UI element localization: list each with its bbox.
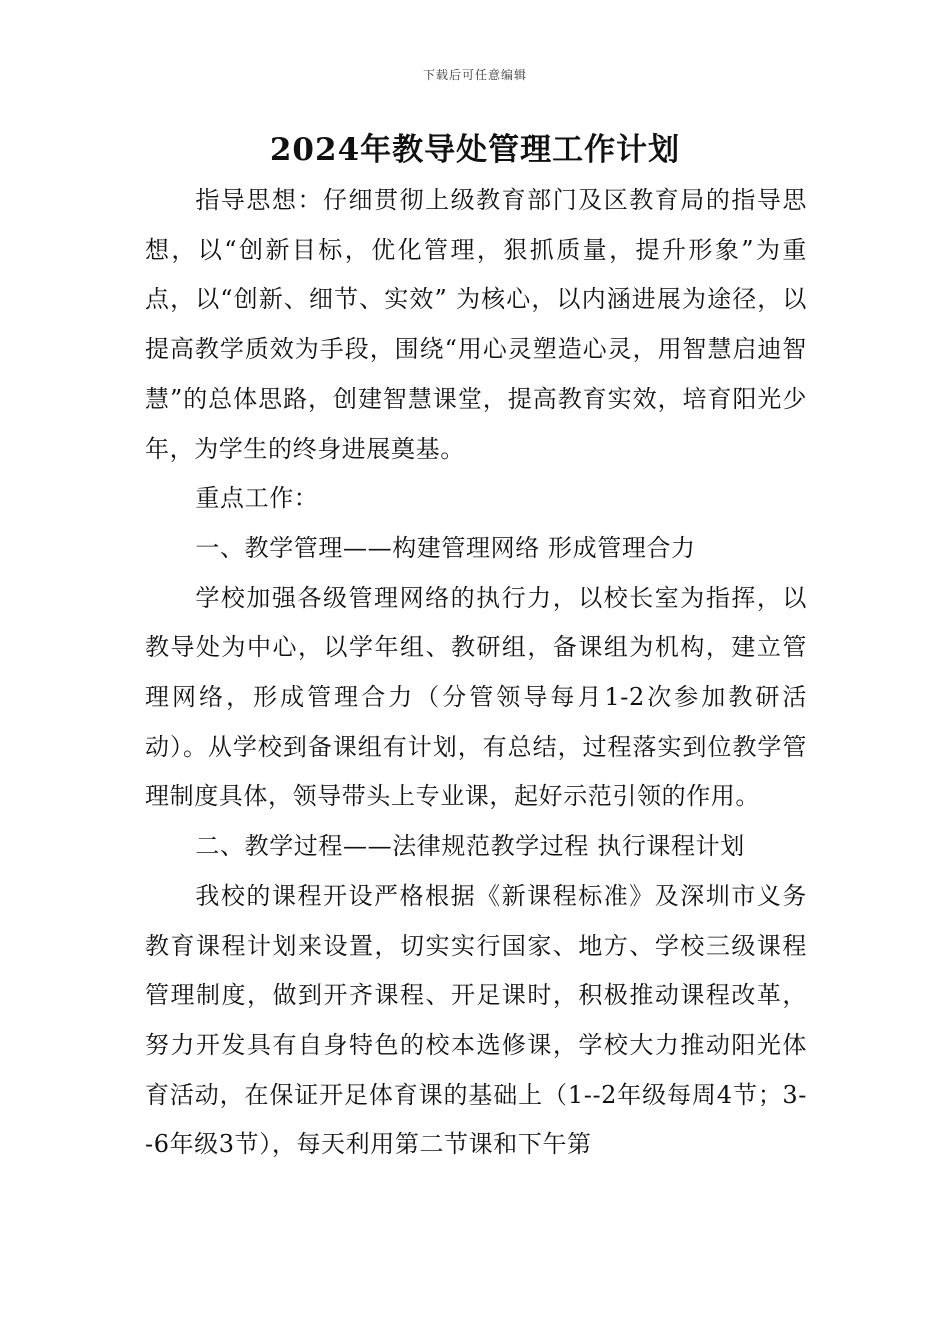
section-heading-teaching-process: 二、教学过程——法律规范教学过程 执行课程计划: [195, 832, 745, 861]
paragraph-guiding-ideology: 指导思想：仔细贯彻上级教育部门及区教育局的指导思想，以“创新目标，优化管理，狠抓质量，提升形象”为重点，以“创新、细节、实效” 为核心，以内涵进展为途径，以提高教学质效为手段，围绕“用心灵塑造心灵，用智慧启迪智慧”的总体思路，创建智慧课堂，提高教育实效，培育阳光少年，为学生的终身进展奠基。: [145, 186, 807, 463]
header-note: 下载后可任意编辑: [422, 68, 527, 82]
section-heading-teaching-management: 一、教学管理——构建管理网络 形成管理合力: [195, 533, 696, 562]
paragraph-teaching-management: 学校加强各级管理网络的执行力，以校长室为指挥，以教导处为中心，以学年组、教研组，备课组为机构，建立管理网络，形成管理合力（分管领导每月1-2次参加教研活动）。从学校到备课组有计划，有总结，过程落实到位教学管理制度具体，领导带头上专业课，起好示范引领的作用。: [145, 583, 807, 811]
paragraph-key-work-heading: 重点工作：: [195, 484, 319, 513]
document-body: [145, 176, 807, 1170]
paragraph-teaching-process: 我校的课程开设严格根据《新课程标准》及深圳市义务教育课程计划来设置，切实实行国家、地方、学校三级课程管理制度，做到开齐课程、开足课时，积极推动课程改革，努力开发具有自身特色的校本选修课，学校大力推动阳光体育活动，在保证开足体育课的基础上（1--2年级每周4节；3--6年级3节），每天利用第二节课和下午第: [145, 881, 807, 1159]
document-title: 2024年教导处管理工作计划: [269, 132, 681, 168]
